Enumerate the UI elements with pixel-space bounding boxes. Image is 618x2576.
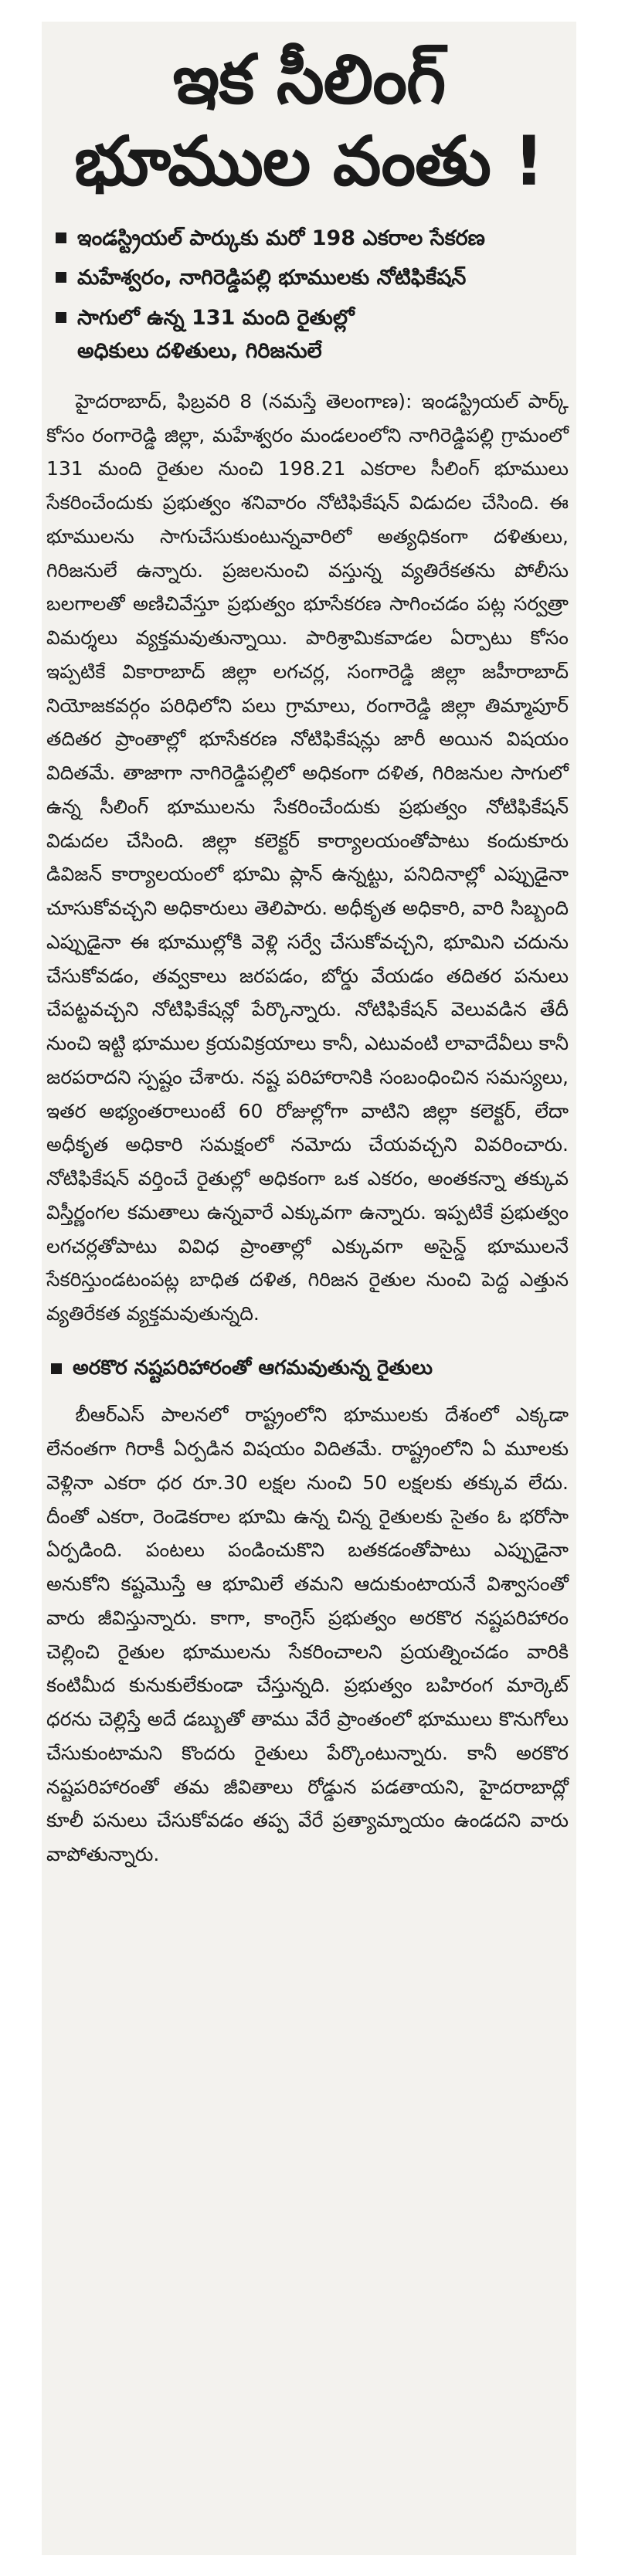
bullet-item	[56, 301, 576, 368]
bullet-list	[56, 222, 576, 368]
headline-line-1: ఇక సీలింగ్	[172, 39, 446, 119]
article-body	[46, 385, 576, 1872]
subheading	[51, 1351, 569, 1386]
bullet-item	[56, 261, 576, 294]
body-paragraph-2: బీఆర్ఎస్ పాలనలో రాష్ట్రంలోని భూములకు దేశంలో ఎక్కడా లేనంతగా గిరాకీ ఏర్పడిన విషయం విదితమే. రాష్ట్రంలోని ఏ మూలకు వెళ్లినా ఎకరా ధర రూ.30 లక్షల నుంచి 50 లక్షలకు తక్కువ లేదు. దీంతో ఎకరా, రెండెకరాల భూమి ఉన్న చిన్న రైతులకు సైతం ఓ భరోసా ఏర్పడింది. పంటలు పండించుకొని బతకడంతోపాటు ఎప్పుడైనా అనుకోని కష్టమొస్తే ఆ భూమిలే తమని ఆదుకుంటాయనే విశ్వాసంతో వారు జీవిస్తున్నారు. కాగా, కాంగ్రెస్ ప్రభుత్వం అరకొర నష్టపరిహారం చెల్లించి రైతుల భూములను సేకరించాలని ప్రయత్నించడం వారికి కంటిమీద కునుకులేకుండా చేస్తున్నది. ప్రభుత్వం బహిరంగ మార్కెట్ ధరను చెల్లిస్తే అదే డబ్బుతో తాము వేరే ప్రాంతంలో భూములు కొనుగోలు చేసుకుంటామని కొందరు రైతులు పేర్కొంటున్నారు. కానీ అరకొర నష్టపరిహారంతో తమ జీవితాలు రోడ్డున పడతాయని, హైదరాబాద్లో కూలీ పనులు చేసుకోవడం తప్ప వేరే ప్రత్యామ్నాయం ఉండదని వారు వాపోతున్నారు.	[46, 1403, 569, 1866]
bullet-text	[77, 261, 466, 294]
subheading-square-icon	[51, 1363, 62, 1374]
bullet-item	[56, 222, 576, 255]
headline-line-2: భూముల వంతు !	[74, 120, 544, 201]
subheading-text: అరకొర నష్టపరిహారంతో ఆగమవుతున్న రైతులు	[73, 1356, 433, 1380]
bullet-square-icon	[56, 232, 66, 243]
bullet-text-line-2: అధికులు దళితులు, గిరిజనులే	[77, 338, 322, 363]
bullet-square-icon	[56, 272, 66, 283]
bullet-text-line: సాగులో ఉన్న 131 మంది రైతుల్లో	[77, 305, 355, 330]
headline	[42, 39, 576, 202]
bullet-text-line: మహేశ్వరం, నాగిరెడ్డిపల్లి భూములకు నోటిఫికేషన్	[77, 266, 467, 290]
newspaper-clipping	[42, 22, 576, 2555]
bullet-text	[77, 301, 355, 368]
bullet-square-icon	[56, 312, 66, 323]
bullet-text	[77, 222, 485, 255]
body-paragraph-1: హైదరాబాద్, ఫిబ్రవరి 8 (నమస్తే తెలంగాణ): ఇండస్ట్రియల్ పార్క్ కోసం రంగారెడ్డి జిల్లా, మహేశ్వరం మండలంలోని నాగిరెడ్డిపల్లి గ్రామంలో 131 మంది రైతుల నుంచి 198.21 ఎకరాల సీలింగ్ భూములు సేకరించేందుకు ప్రభుత్వం శనివారం నోటిఫికేషన్ విడుదల చేసింది. ఈ భూములను సాగుచేసుకుంటున్నవారిలో అత్యధికంగా దళితులు, గిరిజనులే ఉన్నారు. ప్రజలనుంచి వస్తున్న వ్యతిరేకతను పోలీసు బలగాలతో అణిచివేస్తూ ప్రభుత్వం భూసేకరణ సాగించడం పట్ల సర్వత్రా విమర్శలు వ్యక్తమవుతున్నాయి. పారిశ్రామికవాడల ఏర్పాటు కోసం ఇప్పటికే వికారాబాద్ జిల్లా లగచర్ల, సంగారెడ్డి జిల్లా జహీరాబాద్ నియోజకవర్గం పరిధిలోని పలు గ్రామాలు, రంగారెడ్డి జిల్లా తిమ్మాపూర్ తదితర ప్రాంతాల్లో భూసేకరణ నోటిఫికేషన్లు జారీ అయిన విషయం విదితమే. తాజాగా నాగిరెడ్డిపల్లిలో అధికంగా దళిత, గిరిజనుల సాగులో ఉన్న సీలింగ్ భూములను సేకరించేందుకు ప్రభుత్వం నోటిఫికేషన్ విడుదల చేసింది. జిల్లా కలెక్టర్ కార్యాలయంతోపాటు కందుకూరు డివిజన్ కార్యాలయంలో భూమి ప్లాన్ ఉన్నట్టు, పనిదినాల్లో ఎప్పుడైనా చూసుకోవచ్చని అధికారులు తెలిపారు. అధీకృత అధికారి, వారి సిబ్బంది ఎప్పుడైనా ఈ భూముల్లోకి వెళ్లి సర్వే చేసుకోవచ్చని, భూమిని చదును చేసుకోవడం, తవ్వకాలు జరపడం, బోర్డు వేయడం తదితర పనులు చేపట్టవచ్చని నోటిఫికేషన్లో పేర్కొన్నారు. నోటిఫికేషన్ వెలువడిన తేదీ నుంచి ఇట్టి భూముల క్రయవిక్రయాలు కానీ, ఎటువంటి లావాదేవీలు కానీ జరపరాదని స్పష్టం చేశారు. నష్ట పరిహారానికి సంబంధించిన సమస్యలు, ఇతర అభ్యంతరాలుంటే 60 రోజుల్లోగా వాటిని జిల్లా కలెక్టర్, లేదా అధీకృత అధికారి సమక్షంలో నమోదు చేయవచ్చని వివరించారు. నోటిఫికేషన్ వర్తించే రైతుల్లో అధికంగా ఒక ఎకరం, అంతకన్నా తక్కువ విస్తీర్ణంగల కమతాలు ఉన్నవారే ఎక్కువగా ఉన్నారు. ఇప్పటికే ప్రభుత్వం లగచర్లతోపాటు వివిధ ప్రాంతాల్లో ఎక్కువగా అసైన్డ్ భూములనే సేకరిస్తుండటంపట్ల బాధిత దళిత, గిరిజన రైతుల నుంచి పెద్ద ఎత్తున వ్యతిరేకత వ్యక్తమవుతున్నది.	[46, 389, 569, 1325]
bullet-text-line: ఇండస్ట్రియల్ పార్కుకు మరో 198 ఎకరాల సేకరణ	[77, 226, 485, 251]
